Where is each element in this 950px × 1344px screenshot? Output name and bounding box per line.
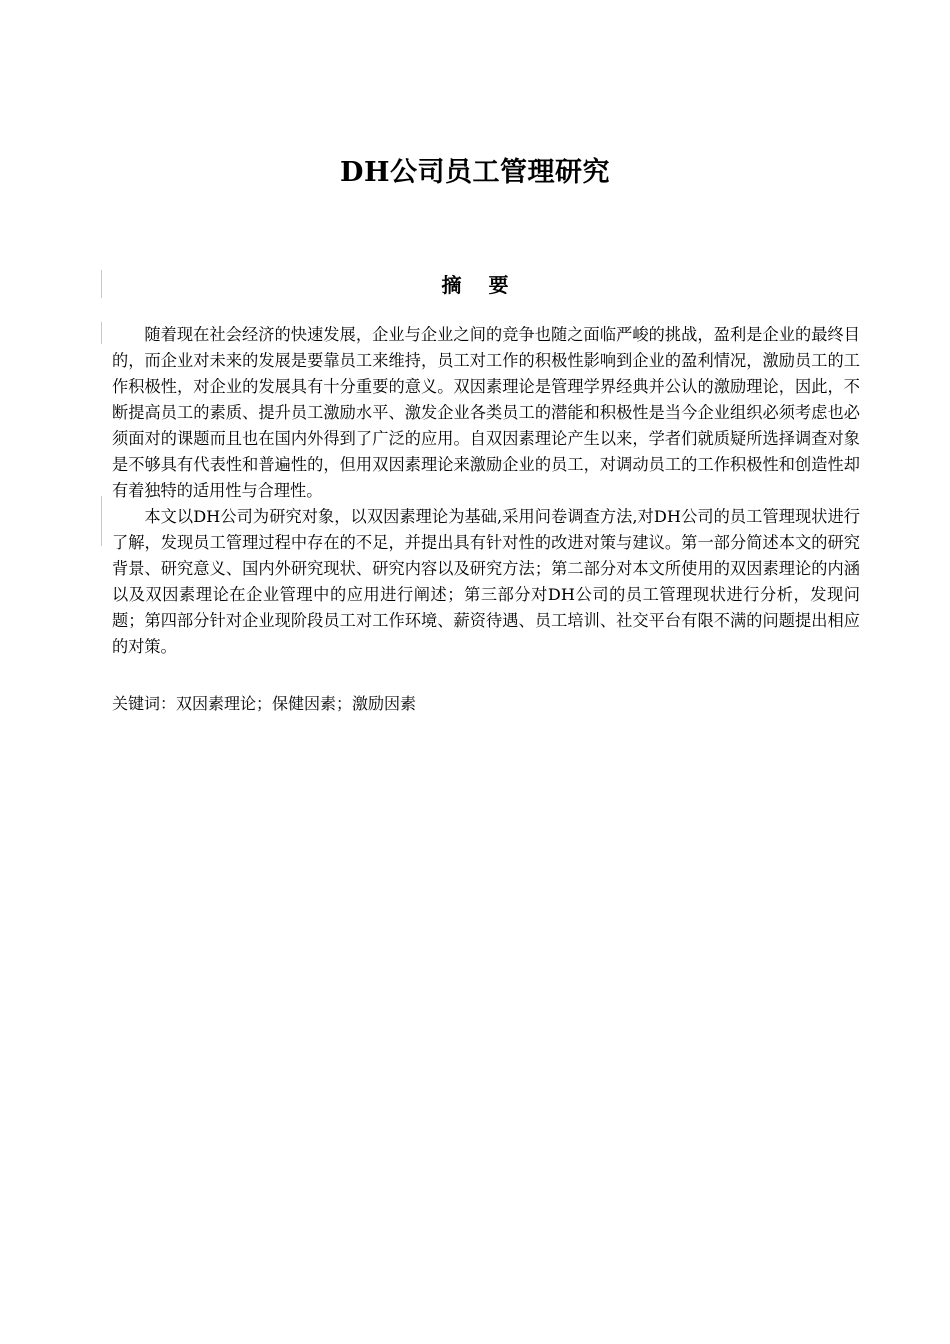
abstract-heading: 摘 要: [441, 273, 519, 297]
margin-mark: [101, 496, 102, 546]
keywords-line: 关键词：双因素理论；保健因素；激励因素: [112, 694, 417, 713]
abstract-paragraph: 本文以DH公司为研究对象，以双因素理论为基础,采用问卷调查方法,对DH公司的员工管理现状进行了解，发现员工管理过程中存在的不足，并提出具有针对性的改进对策与建议。第一部分简述本文的研究背景、研究意义、国内外研究现状、研究内容以及研究方法；第二部分对本文所使用的双因素理论的内涵以及双因素理论在企业管理中的应用进行阐述；第三部分对DH公司的员工管理现状进行分析，发现问题；第四部分针对企业现阶段员工对工作环境、薪资待遇、员工培训、社交平台有限不满的问题提出相应的对策。: [112, 507, 860, 656]
margin-mark: [101, 322, 102, 344]
abstract-body: [112, 322, 860, 660]
document-title: DH公司员工管理研究: [340, 157, 610, 188]
abstract-paragraph: 随着现在社会经济的快速发展，企业与企业之间的竞争也随之面临严峻的挑战，盈利是企业的最终目的，而企业对未来的发展是要靠员工来维持，员工对工作的积极性影响到企业的盈利情况，激励员工的工作积极性，对企业的发展具有十分重要的意义。双因素理论是管理学界经典并公认的激励理论，因此，不断提高员工的素质、提升员工激励水平、激发企业各类员工的潜能和积极性是当今企业组织必须考虑也必须面对的课题而且也在国内外得到了广泛的应用。自双因素理论产生以来，学者们就质疑所选择调查对象是不够具有代表性和普遍性的，但用双因素理论来激励企业的员工，对调动员工的工作积极性和创造性却有着独特的适用性与合理性。: [112, 325, 860, 500]
